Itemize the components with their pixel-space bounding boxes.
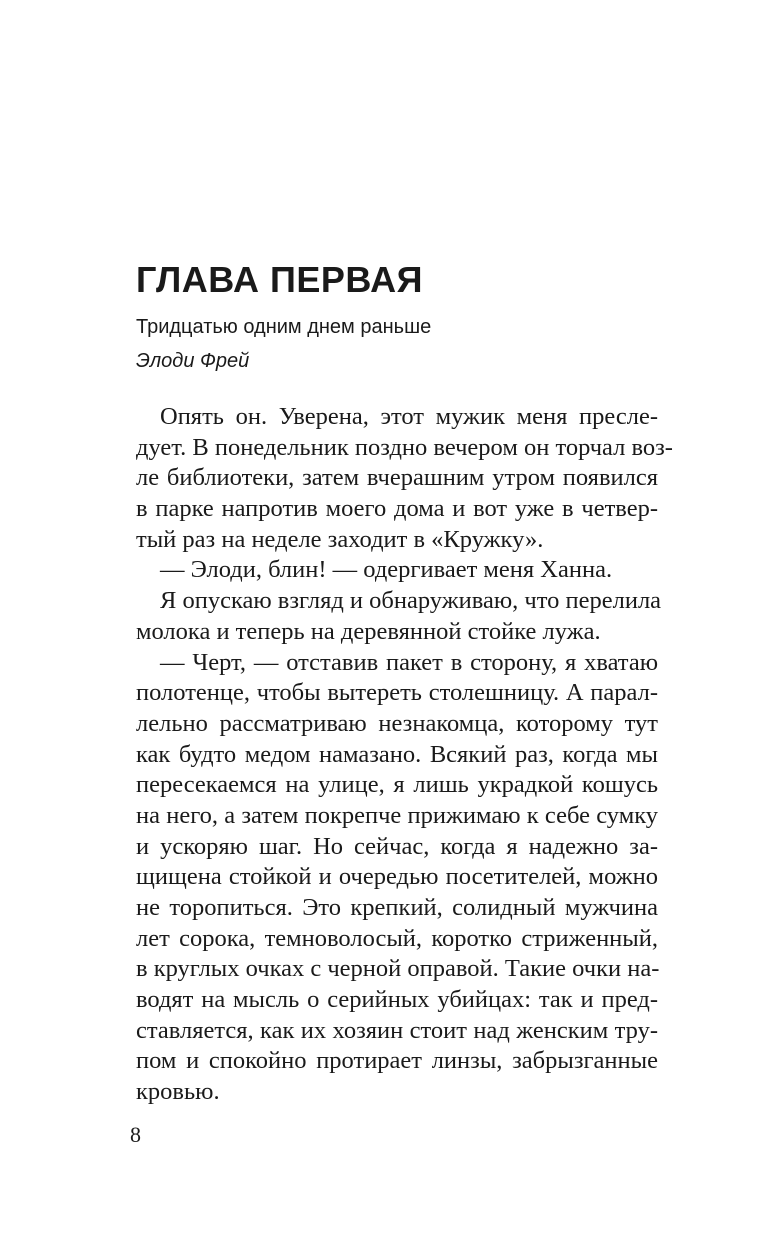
text-line: тый раз на неделе заходит в «Кружку». <box>136 525 544 553</box>
text-line: лет сорока, темноволосый, коротко стриженный, <box>136 924 658 952</box>
text-line: дует. В понедельник поздно вечером он торчал воз- <box>136 433 673 461</box>
body-text <box>136 402 673 1108</box>
narrator-name: Элоди Фрей <box>136 350 250 372</box>
text-line: пересекаемся на улице, я лишь украдкой кошусь <box>136 771 658 799</box>
text-line: лельно рассматриваю незнакомца, которому тут <box>136 709 658 737</box>
text-line: кровью. <box>136 1078 220 1106</box>
chapter-title: ГЛАВА ПЕРВАЯ <box>136 259 423 300</box>
text-line: на него, а затем покрепче прижимаю к себе сумку <box>136 801 658 829</box>
text-line: в круглых очках с черной оправой. Такие очки на- <box>136 955 660 983</box>
text-line: водят на мысль о серийных убийцах: так и пред- <box>136 986 658 1014</box>
text-line: как будто медом намазано. Всякий раз, когда мы <box>136 740 658 768</box>
text-line: Опять он. Уверена, этот мужик меня пресле- <box>160 403 658 430</box>
text-line: молока и теперь на деревянной стойке лужа. <box>136 617 601 645</box>
text-line: щищена стойкой и очередью посетителей, можно <box>136 863 658 891</box>
text-line: ле библиотеки, затем вчерашним утром появился <box>136 464 658 492</box>
text-line: не торопиться. Это крепкий, солидный мужчина <box>136 894 658 921</box>
text-line: ставляется, как их хозяин стоит над женским тру- <box>136 1016 658 1044</box>
text-line: — Элоди, блин! — одергивает меня Ханна. <box>160 556 613 584</box>
text-line: пом и спокойно протирает линзы, забрызганные <box>136 1047 658 1075</box>
text-line: Я опускаю взгляд и обнаруживаю, что перелила <box>160 587 662 615</box>
text-line: и ускоряю шаг. Но сейчас, когда я надежно за- <box>136 832 658 860</box>
text-line: в парке напротив моего дома и вот уже в четвер- <box>136 495 658 523</box>
chapter-subtitle: Тридцатью одним днем раньше <box>136 316 432 338</box>
text-line: — Черт, — отставив пакет в сторону, я хватаю <box>160 648 658 676</box>
page-number: 8 <box>130 1122 141 1147</box>
text-line: полотенце, чтобы вытереть столешницу. А парал- <box>136 679 658 707</box>
